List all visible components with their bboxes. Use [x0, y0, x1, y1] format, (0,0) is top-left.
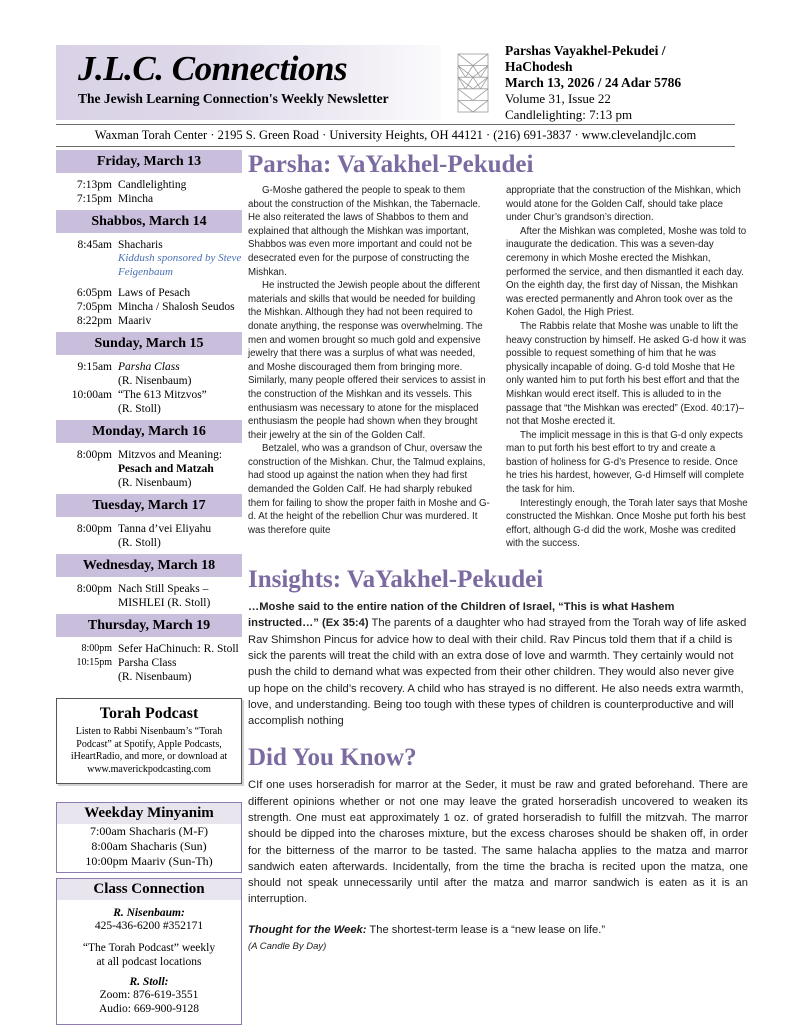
parsha-paragraph: Interestingly enough, the Torah later says that Moshe constructed the Mishkan. Once Moshe put forth his best effort, although G-d did the work, Moshe was credited with the success. [506, 497, 748, 550]
minyan-line: 10:00pm Maariv (Sun-Th) [85, 854, 213, 868]
masthead-issue-info [441, 42, 735, 122]
torah-podcast-title: Torah Podcast [99, 705, 199, 722]
event-desc [118, 448, 242, 490]
parsha-paragraph: After the Mishkan was completed, Moshe was told to inaugurate the dedication. This was a seven-day ceremony in which Moshe erected the Mishkan, performed the service, and then dismantled it each day. On the eighth day, the first day of Nissan, the Mishkan was erected permanently and Ahron took over as the Kohen Gadol, the High Priest. [506, 225, 747, 319]
volume-line: Volume 31, Issue 22 [505, 90, 611, 106]
parsha-section-title: Parsha: VaYakhel-Pekudei [248, 151, 534, 178]
event-desc-title: Nach Still Speaks – [118, 583, 209, 595]
event-desc-sub: (R. Nisenbaum) [118, 671, 192, 683]
masthead [56, 42, 735, 122]
class-podcast-note-1: “The Torah Podcast” weekly [82, 942, 216, 954]
event-time: 8:45am [77, 239, 112, 251]
insights-body [248, 599, 748, 729]
parsha-column-2 [506, 184, 748, 551]
class-rabbi-stoll-zoom[interactable]: Zoom: 876-619-3551 [99, 989, 199, 1001]
event-time: 8:22pm [76, 315, 112, 327]
event-desc-title: Parsha Class [118, 361, 180, 373]
class-rabbi-stoll-audio[interactable]: Audio: 669-900-9128 [99, 1003, 199, 1015]
event-desc [118, 522, 242, 550]
event-time: 8:00pm [76, 449, 112, 461]
torah-podcast-body: Listen to Rabbi Nisenbaum’s “Torah Podcast” at Spotify, Apple Podcasts, iHeartRadio, and more, or download at www.maverickpodcasting.com [70, 726, 228, 775]
masthead-branding [56, 45, 441, 120]
event-desc: Candlelighting [118, 179, 187, 191]
event-time: 8:00pm [81, 643, 112, 654]
event-desc-title: Tanna d’vei Eliyahu [118, 523, 212, 535]
event-desc [118, 388, 242, 416]
day-events-tuesday [56, 517, 242, 554]
class-connection-title: Class Connection [57, 879, 241, 900]
thought-for-the-week [248, 922, 748, 955]
day-header-thursday: Thursday, March 19 [56, 614, 242, 637]
event-desc-bold: Pesach and Matzah [118, 463, 214, 475]
page-title: J.L.C. Connections [78, 49, 348, 88]
day-events-monday [56, 443, 242, 494]
insights-section [248, 565, 748, 729]
kiddush-sponsor: Kiddush sponsored by Steve Feigenbaum [118, 252, 242, 278]
parsha-paragraph: appropriate that the construction of the Mishkan, which would atone for the Golden Calf, should take place under Chur’s grandson’s direction. [506, 185, 741, 224]
event-time: 9:15am [77, 361, 112, 373]
address-bar: Waxman Torah Center · 2195 S. Green Road · University Heights, OH 44121 · (216) 691-3837 · www.clevelandjlc.com [56, 124, 735, 147]
did-you-know-title: Did You Know? [248, 744, 417, 772]
day-events-shabbos [56, 233, 242, 332]
torah-podcast-card [56, 698, 242, 784]
schedule-item [56, 192, 242, 206]
parsha-paragraph: He instructed the Jewish people about the different materials and skills that would be needed for building the Mishkan. Although they had not been required to donate anything, the response was overwhelming. The men and women brought so much gold and expensive jewelry that there was a surplus of what was needed, and Moshe discouraged them from bringing more. Similarly, many people offered their services to assist in the construction of the Mishkan and its vessels. This enthusiasm was necessary to atone for the misplaced enthusiasm the people had shown when they brought their jewelry at the sin of the Golden Calf. [248, 280, 486, 441]
parsha-line: Parshas Vayakhel-Pekudei / HaChodesh [505, 42, 666, 74]
class-rabbi-nisenbaum-number[interactable]: 425-436-6200 #352171 [94, 920, 204, 932]
class-connection-card [56, 878, 242, 1025]
event-desc: Mincha / Shalosh Seudos [118, 301, 235, 313]
day-header-shabbos: Shabbos, March 14 [56, 210, 242, 233]
weekday-minyanim-title: Weekday Minyanim [57, 803, 241, 824]
minyan-line: 8:00am Shacharis (Sun) [91, 839, 207, 853]
event-desc-sub: (R. Stoll) [118, 537, 161, 549]
day-events-thursday [56, 637, 242, 688]
schedule-item [56, 238, 242, 252]
issue-details [505, 43, 735, 123]
thought-source: (A Candle By Day) [248, 940, 327, 952]
schedule-sidebar [56, 150, 242, 1025]
event-desc: Laws of Pesach [118, 287, 191, 299]
minyan-line: 7:00am Shacharis (M-F) [90, 824, 208, 838]
schedule-item [56, 314, 242, 328]
schedule-item [56, 522, 242, 550]
candlelighting-line: Candlelighting: 7:13 pm [505, 106, 633, 122]
parsha-paragraph: The Rabbis relate that Moshe was unable to lift the heavy construction by himself. He asked G-d how it was possible to request something of him that he was physically incapable of doing. G-d told Moshe that He only wanted him to put forth his best effort and that the Mishkan would erect itself. This is alluded to in the passage that “the Mishkan was erected” (Exod. 40:17)– not that Moshe erected it. [506, 320, 747, 428]
event-desc [118, 656, 242, 684]
event-desc: Maariv [118, 315, 152, 327]
event-desc-sub: MISHLEI (R. Stoll) [118, 597, 211, 609]
event-desc [118, 582, 242, 610]
class-rabbi-stoll-name: R. Stoll: [129, 976, 169, 988]
parsha-paragraph: Betzalel, who was a grandson of Chur, oversaw the construction of the Mishkan. Chur, the Talmud explains, had stood up against the nation when they had first demanded the Golden Calf. He had sharply rebuked them for failing to show the proper faith in Moshe and G-d. At the height of the rebellion Chur was murdered. It was therefore quite [248, 443, 490, 536]
did-you-know-section [248, 743, 748, 907]
schedule-item [56, 300, 242, 314]
thought-label: Thought for the Week: [248, 923, 367, 936]
schedule-item [56, 582, 242, 610]
event-desc-sub: (R. Nisenbaum) [118, 477, 192, 489]
day-events-sunday [56, 355, 242, 420]
insights-text: The parents of a daughter who had strayed from the Torah way of life asked Rav Shimshon Pincus for advice how to deal with their child. Rav Pincus told them that if a child is sick the parents will treat the child with an extra dose of love and warmth. They certainly would not push the child to demand what was expected from their other children. They would also never give up hope on the child’s recovery. A child who has strayed is no different. He also needs extra warmth, love, and understanding. Being too tough with these types of children is counterproductive and will accomplish nothing [248, 617, 747, 728]
event-desc [118, 360, 242, 388]
thought-text: The shortest-term lease is a “new lease on life.” [369, 923, 606, 936]
day-events-friday [56, 173, 242, 210]
event-desc: Mincha [118, 193, 154, 205]
event-time: 6:05pm [76, 287, 112, 299]
event-time: 8:00pm [76, 583, 112, 595]
schedule-item [56, 448, 242, 490]
event-desc-title: “The 613 Mitzvos” [118, 389, 207, 401]
date-line: March 13, 2026 / 24 Adar 5786 [505, 74, 682, 90]
parsha-columns [248, 184, 748, 551]
parsha-paragraph: The implicit message in this is that G-d only expects man to put forth his best effort to try and create a bastion of holiness for G-d’s Presence to reside. Once he tries his hardest, however, G-d Himself will complete the task for him. [506, 429, 744, 496]
day-header-wednesday: Wednesday, March 18 [56, 554, 242, 577]
event-desc: Shacharis [118, 239, 163, 251]
schedule-item [56, 388, 242, 416]
event-time: 7:13pm [76, 179, 112, 191]
parsha-paragraph: G-Moshe gathered the people to speak to them about the construction of the Mishkan, the Tabernacle. He also reiterated the laws of Shabbos to them and explained that although the Mishkan was important, Shabbos was even more important and could not be desecrated even for the purpose of constructing the Mishkan. [248, 185, 481, 278]
day-header-sunday: Sunday, March 15 [56, 332, 242, 355]
event-time: 7:15pm [76, 193, 112, 205]
schedule-item [56, 656, 242, 684]
event-desc-title: Parsha Class [118, 657, 177, 669]
schedule-item [56, 286, 242, 300]
spacer [56, 279, 242, 286]
masthead-subtitle: The Jewish Learning Connection's Weekly Newsletter [78, 91, 389, 106]
schedule-item [56, 642, 242, 656]
insights-quote: …Moshe said to the entire nation of the Children of Israel, “This is what Hashem instructed…” (Ex 35:4) [248, 601, 675, 630]
class-rabbi-nisenbaum-name: R. Nisenbaum: [113, 907, 185, 919]
lattice-hourglass-logo-icon [455, 52, 491, 114]
day-header-monday: Monday, March 16 [56, 420, 242, 443]
spacer [57, 933, 241, 941]
main-content [248, 150, 748, 955]
event-desc-title: Mitzvos and Meaning: [118, 449, 223, 461]
event-time: 7:05pm [76, 301, 112, 313]
did-you-know-body: CIf one uses horseradish for marror at the Seder, it must be raw and grated beforehand. There are different opinions whether or not one may leave the grated horseradish uncovered to weaken its strength. One must eat approximately 1 oz. of grated horseradish to fulfill the mitzvah. The marror should be dipped into the charoses mixture, but the excess charoses should be shaken off, in order for the bitterness of the marror to be tasted. The same halacha applies to the matza and marror sandwich eaten afterwards. Incidentally, from the time the bracha is recited upon the matza, one should not speak unnecessarily until after the matza and marror sandwich is eaten as it is an interruption. [248, 779, 748, 906]
weekday-minyanim-card [56, 802, 242, 873]
event-desc-sub: (R. Stoll) [118, 403, 161, 415]
parsha-column-1 [248, 184, 490, 551]
event-time: 8:00pm [76, 523, 112, 535]
class-podcast-note-2: at all podcast locations [96, 956, 202, 968]
event-desc-sub: (R. Nisenbaum) [118, 375, 192, 387]
event-desc: Sefer HaChinuch: R. Stoll [118, 643, 239, 655]
event-time: 10:15pm [76, 657, 112, 668]
schedule-item [56, 178, 242, 192]
schedule-item [56, 360, 242, 388]
day-header-tuesday: Tuesday, March 17 [56, 494, 242, 517]
day-events-wednesday [56, 577, 242, 614]
insights-section-title: Insights: VaYakhel-Pekudei [248, 566, 544, 594]
event-time: 10:00am [71, 389, 112, 401]
day-header-friday: Friday, March 13 [56, 150, 242, 173]
